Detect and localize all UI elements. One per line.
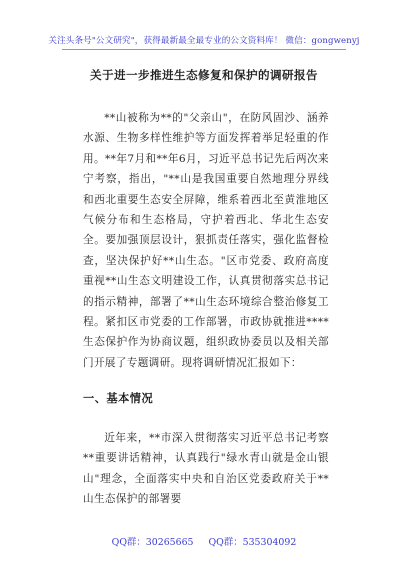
header-banner: 关注头条号"公文研究"，获得最新最全最专业的公文资料库！ 微信：gongwenyj bbox=[48, 36, 360, 46]
section-paragraph: 近年来，**市深入贯彻落实习近平总书记考察**重要讲话精神，认真践行"绿水青山就是金山银山"理念，全面落实中央和自治区党委政府关于**山生态保护的部署要 bbox=[83, 432, 329, 506]
footer-contact bbox=[0, 534, 408, 548]
footer-qq-group-1: QQ群：30265665 bbox=[111, 537, 194, 548]
footer-qq-group-2: QQ群：535304092 bbox=[208, 537, 297, 548]
header-divider bbox=[62, 49, 346, 50]
document-title: 关于进一步推进生态修复和保护的调研报告 bbox=[90, 68, 318, 82]
intro-paragraph: **山被称为**的"父亲山"，在防风固沙、涵养水源、生物多样性维护等方面发挥着举足轻重的作用。**年7月和**年6月，习近平总书记先后两次来宁考察，指出，"**山是我国重要自然地理分界线和西北重要生态安全屏障，维系着西北至黄淮地区气候分布和生态格局，守护着西北、华北生态安全。要加强顶层设计，狠抓责任落实，强化监督检查，坚决保护好**山生态。"区市党委、政府高度重视**山生态文明建设工作，认真贯彻落实总书记的指示精神，部署了**山生态环境综合整治修复工程。紧扣区市党委的工作部署，市政协就推进****生态保护作为协商议题，组织政协委员以及相关部门开展了专题调研。现将调研情况汇报如下： bbox=[83, 112, 329, 369]
section-heading-basic-situation: 一、基本情况 bbox=[83, 391, 154, 405]
